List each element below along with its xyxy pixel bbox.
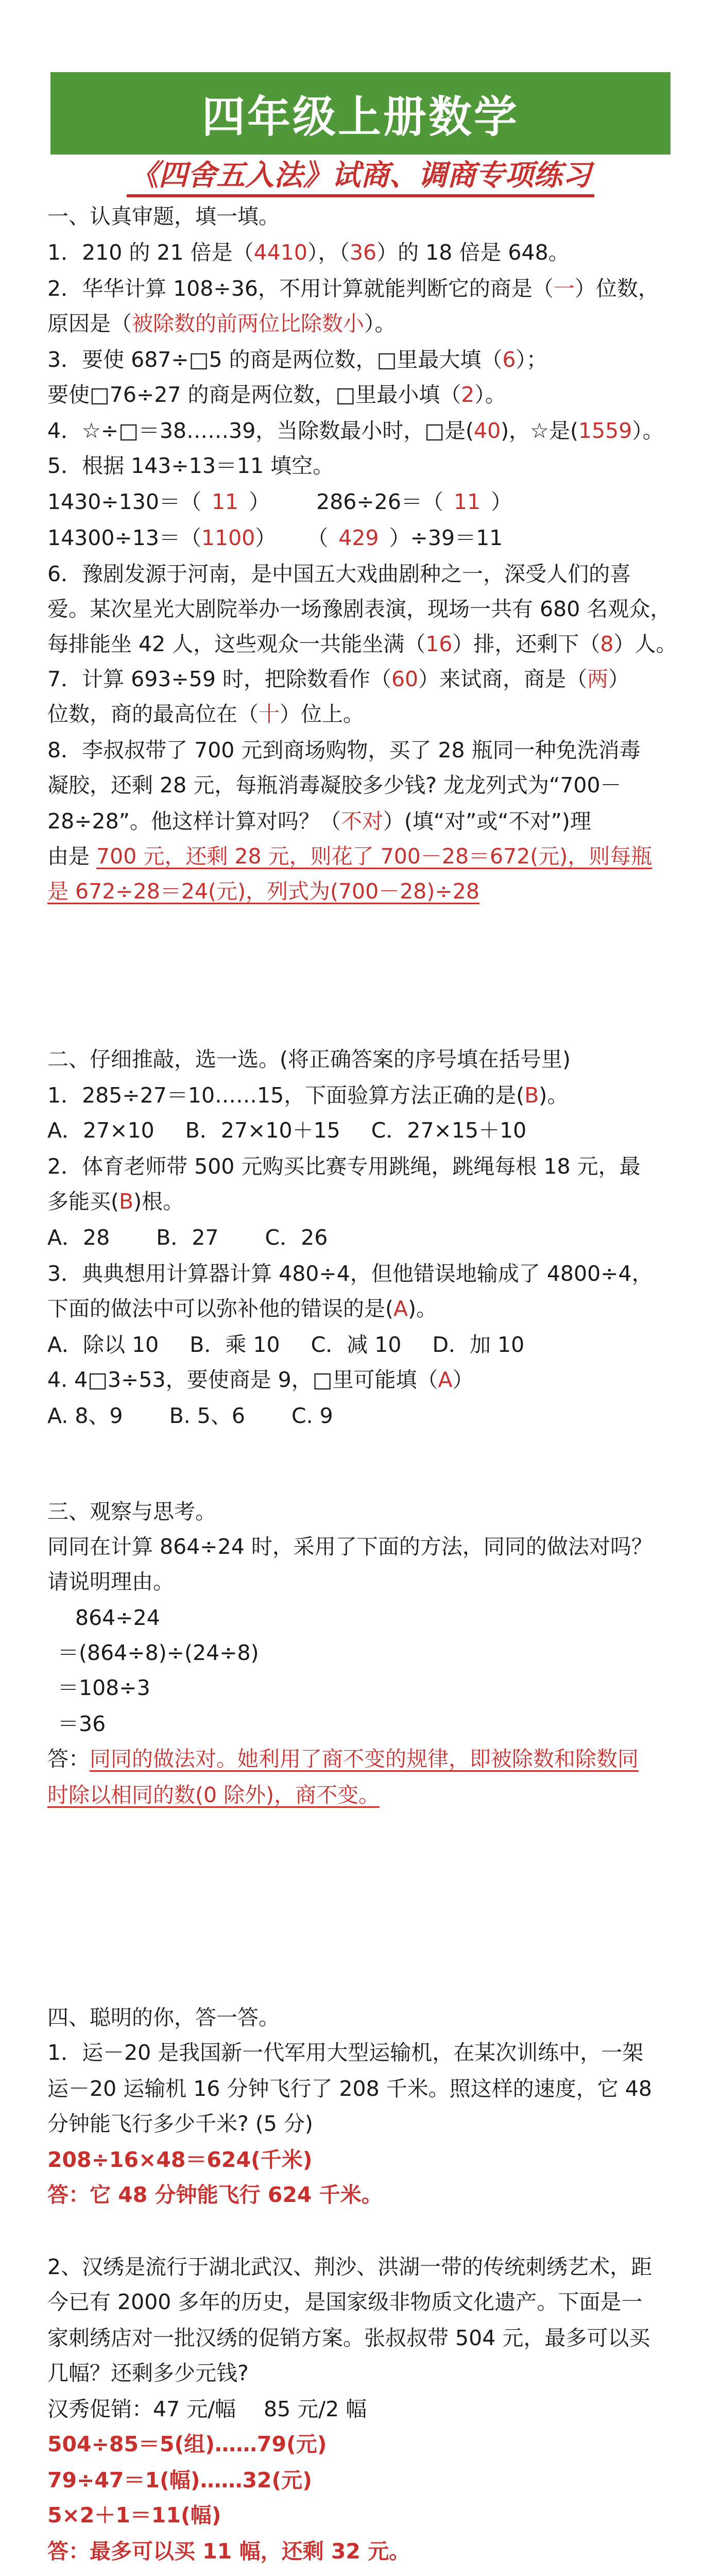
s2-q3-options xyxy=(47,1330,524,1359)
s2-q4-options xyxy=(47,1401,333,1430)
s2-q1-option-a: A．27×10 xyxy=(47,1118,154,1143)
s2-q4-answer: A xyxy=(438,1367,453,1392)
s1-q5-answer3: 1100 xyxy=(201,526,255,550)
s1-q2-line1-pre: 2．华华计算 108÷36，不用计算就能判断它的商是（ xyxy=(47,276,554,301)
section2-heading: 二、仔细推敲，选一选。(将正确答案的序号填在括号里) xyxy=(47,1047,571,1072)
s1-q2-answer2: 被除数的前两位比除数小 xyxy=(132,311,364,336)
s2-q4-pre: 4. 4□3÷53，要使商是 9，□里可能填（ xyxy=(47,1367,438,1392)
s2-q2-option-c: C．26 xyxy=(265,1225,328,1250)
s1-q3-line1-post: ）； xyxy=(516,347,547,372)
s2-q3-answer: A xyxy=(393,1296,408,1321)
s2-q4-option-c: C. 9 xyxy=(291,1403,333,1428)
s1-q4-mid: )，☆是( xyxy=(501,418,578,443)
s1-q8-line1: 8．李叔叔带了 700 元到商场购物，买了 28 瓶同一种免洗消毒 xyxy=(47,738,641,762)
s2-q1-options xyxy=(47,1116,526,1145)
s1-q5-answer1: 11 xyxy=(211,489,239,514)
s1-q6-line1: 6．豫剧发源于河南，是中国五大戏曲剧种之一，深受人们的喜 xyxy=(47,562,631,586)
s1-q5-r2b-pre: （ xyxy=(307,526,329,550)
s1-q8-reason1: 700 元，还剩 28 元，则花了 700－28＝672(元)，则每瓶 xyxy=(96,844,653,869)
s1-q1-answer2: 36 xyxy=(349,240,377,265)
s1-q2-line2 xyxy=(47,309,396,338)
s2-q2-options xyxy=(47,1223,328,1252)
s3-calc-3: ＝108÷3 xyxy=(58,1675,150,1700)
s1-q6-answer1: 16 xyxy=(425,632,453,656)
s2-q3-line2 xyxy=(47,1294,437,1323)
s1-q4-answer2: 1559 xyxy=(578,418,632,443)
s2-q2-line2-pre: 多能买( xyxy=(47,1189,119,1214)
s1-q7-answer2: 两 xyxy=(587,667,609,691)
s1-q6-line2: 爱。某次星光大剧院举办一场豫剧表演，现场一共有 680 名观众， xyxy=(47,597,672,621)
s1-q8-line5 xyxy=(47,877,479,906)
s4-q1-line2: 运－20 运输机 16 分钟飞行了 208 千米。照这样的速度，它 48 xyxy=(47,2076,652,2101)
s1-q5-r1b-pre: 286÷26＝（ xyxy=(316,489,443,514)
s2-q1-post: )。 xyxy=(539,1083,569,1108)
s1-q5-answer4: 429 xyxy=(338,526,379,550)
s3-calc-4: ＝36 xyxy=(58,1711,106,1736)
s3-calc-1: 864÷24 xyxy=(75,1605,160,1630)
s2-q1-answer: B xyxy=(524,1083,539,1108)
s2-q1-option-c: C．27×15＋10 xyxy=(371,1118,527,1143)
s2-q4-option-b: B. 5、6 xyxy=(169,1403,245,1428)
s1-q2-answer1: 一 xyxy=(553,276,575,301)
s2-q1-option-b: B．27×10＋15 xyxy=(185,1118,340,1143)
s2-q4-post: ） xyxy=(452,1367,474,1392)
s1-q8-line2: 凝胶，还剩 28 元，每瓶消毒凝胶多少钱? 龙龙列式为“700－ xyxy=(47,773,622,798)
s2-q2-answer: B xyxy=(119,1189,134,1214)
s1-q3-line1 xyxy=(47,345,547,374)
s2-q3-option-d: D．加 10 xyxy=(432,1332,525,1357)
s2-q3-line2-pre: 下面的做法中可以弥补他的错误的是( xyxy=(47,1296,393,1321)
s3-line1: 同同在计算 864÷24 时，采用了下面的方法，同同的做法对吗？ xyxy=(47,1534,653,1559)
title-banner xyxy=(50,72,671,155)
s1-q5-row2 xyxy=(47,523,503,552)
s1-q2-line2-pre: 原因是（ xyxy=(47,311,132,336)
s3-answer-line1 xyxy=(47,1744,639,1773)
s1-q5-r1a-pre: 1430÷130＝（ xyxy=(47,489,201,514)
s1-q7-line1 xyxy=(47,665,629,693)
s1-q8-reason2: 是 672÷28＝24(元)，列式为(700－28)÷28 xyxy=(47,879,479,904)
s3-line2: 请说明理由。 xyxy=(47,1569,174,1594)
s3-answer-text1: 同同的做法对。她利用了商不变的规律，即被除数和除数同 xyxy=(90,1747,639,1771)
s4-q2-line3: 家刺绣店对一批汉绣的促销方案。张叔叔带 504 元，最多可以买 xyxy=(47,2326,650,2350)
s2-q1 xyxy=(47,1081,568,1110)
s1-q8-answer1: 不对 xyxy=(340,809,383,834)
s2-q3-option-c: C．减 10 xyxy=(311,1332,402,1357)
s2-q4-option-a: A. 8、9 xyxy=(47,1403,123,1428)
s1-q6-line3 xyxy=(47,630,677,658)
s1-q5-text: 5．根据 143÷13＝11 填空。 xyxy=(47,453,334,478)
s4-q2-promo: 汉秀促销：47 元/幅 85 元/2 幅 xyxy=(47,2397,367,2421)
s2-q3-line1: 3．典典想用计算器计算 480÷4，但他错误地输成了 4800÷4， xyxy=(47,1261,653,1286)
s2-q2-option-a: A．28 xyxy=(47,1225,110,1250)
s4-q2-work-2: 79÷47＝1(幅)……32(元) xyxy=(47,2468,313,2493)
s1-q4 xyxy=(47,416,664,445)
s1-q8-line3-post: ）(填“对”或“不对”)理 xyxy=(383,809,591,834)
s4-q2-line2: 今已有 2000 多年的历史，是国家级非物质文化遗产。下面是一 xyxy=(47,2290,643,2314)
s4-q1-line1: 1．运－20 是我国新一代军用大型运输机，在某次训练中，一架 xyxy=(47,2040,644,2065)
s1-q3-line2 xyxy=(47,380,506,409)
s4-q1-work: 208÷16×48＝624(千米) xyxy=(47,2147,313,2172)
s1-q5-r1b-post: ） xyxy=(491,489,512,514)
s1-q4-pre: 4．☆÷□＝38……39，当除数最小时，□是( xyxy=(47,418,474,443)
s4-q1-line3: 分钟能飞行多少千米? (5 分) xyxy=(47,2111,313,2136)
s1-q6-answer2: 8 xyxy=(600,632,614,656)
s1-q1 xyxy=(47,238,570,267)
s1-q6-line3-pre: 每排能坐 42 人，这些观众一共能坐满（ xyxy=(47,632,426,656)
s4-q2-answer: 答：最多可以买 11 幅，还剩 32 元。 xyxy=(47,2539,410,2564)
s1-q6-line3-post: ）人。 xyxy=(613,632,677,656)
s1-q1-mid: ），（ xyxy=(307,240,350,265)
s4-q2-work-1: 504÷85＝5(组)……79(元) xyxy=(47,2432,327,2456)
s4-q2-line4: 几幅？还剩多少元钱? xyxy=(47,2361,249,2385)
s1-q4-answer1: 40 xyxy=(474,418,501,443)
s1-q7-answer1: 60 xyxy=(391,667,419,691)
s1-q8-line3-pre: 28÷28”。他这样计算对吗？（ xyxy=(47,809,341,834)
s1-q2-line1-post: ）位数， xyxy=(574,276,659,301)
s2-q3-option-a: A．除以 10 xyxy=(47,1332,159,1357)
s1-q7-answer3: 十 xyxy=(259,702,280,726)
s1-q3-answer2: 2 xyxy=(461,382,475,407)
s1-q7-line2 xyxy=(47,700,364,728)
page-subtitle: 《四舍五入法》试商、调商专项练习 xyxy=(127,158,594,197)
subtitle-wrap xyxy=(0,155,721,201)
section3-heading: 三、观察与思考。 xyxy=(47,1499,216,1524)
s3-answer-label: 答： xyxy=(47,1747,90,1771)
s1-q8-line4 xyxy=(47,842,652,871)
s1-q1-pre: 1．210 的 21 倍是（ xyxy=(47,240,254,265)
s1-q5-r1a-post: ） xyxy=(249,489,270,514)
s1-q7-line2-post: ）位上。 xyxy=(280,702,364,726)
s1-q3-line2-post: ）。 xyxy=(474,382,506,407)
s1-q3-line2-pre: 要使□76÷27 的商是两位数，□里最小填（ xyxy=(47,382,461,407)
s4-q2-work-3: 5×2＋1＝11(幅) xyxy=(47,2503,221,2528)
s1-q8-line4-pre: 由是 xyxy=(47,844,97,869)
s2-q2-line1: 2．体育老师带 500 元购买比赛专用跳绳，跳绳每根 18 元，最 xyxy=(47,1154,641,1179)
s1-q7-line1-post: ） xyxy=(608,667,630,691)
s3-answer-line2 xyxy=(47,1781,380,1809)
s4-q2-line1: 2、汉绣是流行于湖北武汉、荆沙、洪湖一带的传统刺绣艺术，距 xyxy=(47,2255,653,2279)
s2-q3-line2-post: )。 xyxy=(408,1296,438,1321)
s3-calc-2: ＝(864÷8)÷(24÷8) xyxy=(58,1640,259,1665)
s1-q7-line1-mid: ）来试商，商是（ xyxy=(418,667,588,691)
page-title: 四年级上册数学 xyxy=(201,91,519,142)
s2-q2-line2-post: )根。 xyxy=(133,1189,184,1214)
s1-q1-answer1: 4410 xyxy=(253,240,307,265)
s3-answer-text2: 时除以相同的数(0 除外)，商不变。 xyxy=(47,1783,380,1807)
s1-q5-r2a-post: ） xyxy=(255,526,277,550)
s1-q1-post: ）的 18 倍是 648。 xyxy=(376,240,570,265)
s4-q1-answer: 答：它 48 分钟能飞行 624 千米。 xyxy=(47,2182,383,2207)
s1-q5-r2b-post: ）÷39＝11 xyxy=(389,526,503,550)
s1-q5-r2a-pre: 14300÷13＝（ xyxy=(47,526,201,550)
s2-q2-line2 xyxy=(47,1187,184,1216)
section1-heading: 一、认真审题，填一填。 xyxy=(47,204,280,229)
s1-q7-line2-pre: 位数，商的最高位在（ xyxy=(47,702,259,726)
s2-q4 xyxy=(47,1365,474,1394)
s2-q3-option-b: B．乘 10 xyxy=(190,1332,280,1357)
s1-q2-line2-post: ）。 xyxy=(364,311,396,336)
section4-heading: 四、聪明的你，答一答。 xyxy=(47,2005,280,2030)
s1-q3-answer1: 6 xyxy=(502,347,516,372)
s1-q3-line1-pre: 3．要使 687÷□5 的商是两位数，□里最大填（ xyxy=(47,347,503,372)
s1-q4-post: ）。 xyxy=(632,418,664,443)
s1-q7-line1-pre: 7．计算 693÷59 时，把除数看作（ xyxy=(47,667,391,691)
s1-q2-line1 xyxy=(47,274,659,303)
s2-q1-pre: 1．285÷27＝10……15，下面验算方法正确的是( xyxy=(47,1083,525,1108)
s1-q5-row1 xyxy=(47,487,512,516)
s1-q6-line3-mid: ）排，还剩下（ xyxy=(452,632,600,656)
s1-q5-answer2: 11 xyxy=(453,489,481,514)
s2-q2-option-b: B．27 xyxy=(156,1225,219,1250)
s1-q8-line3 xyxy=(47,807,591,836)
